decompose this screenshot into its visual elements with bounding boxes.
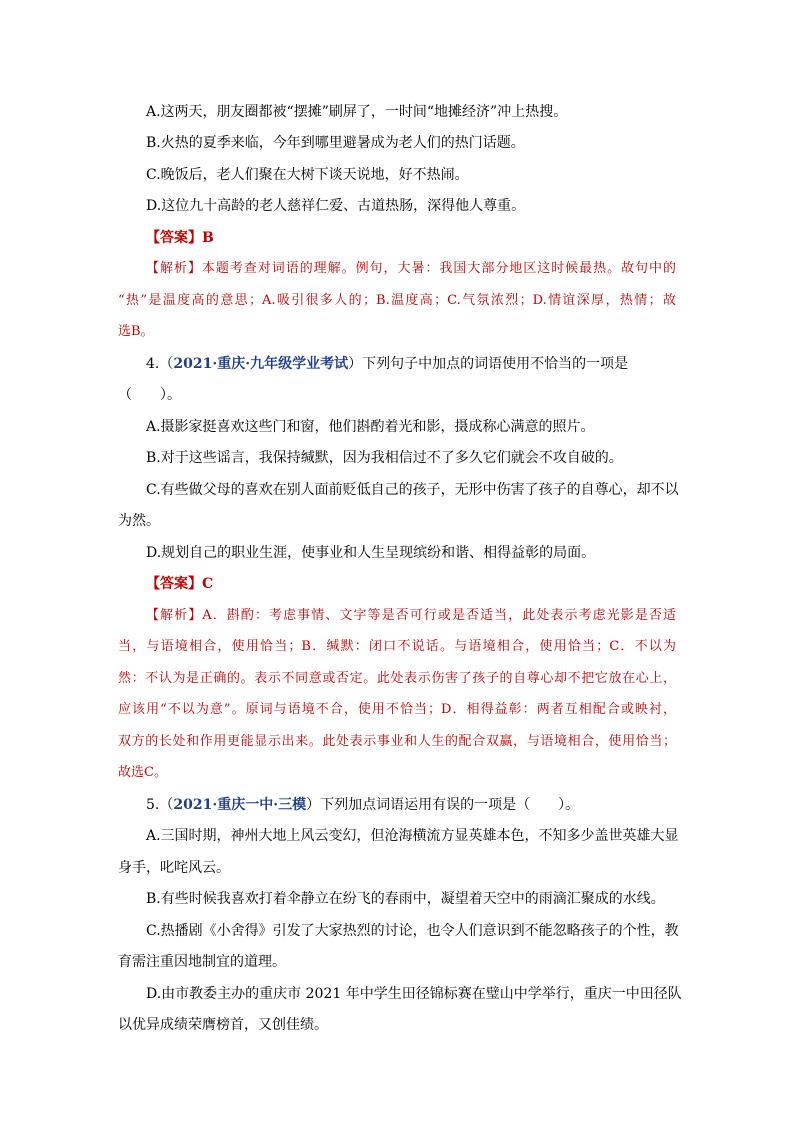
q5-option-c-line-1: C.热播剧《小舍得》引发了大家热烈的讨论，也令人们意识到不能忽略孩子的个性，教 xyxy=(146,923,679,939)
q3-explanation-line-3: 选B。 xyxy=(118,324,154,339)
q5-option-b: B.有些时候我喜欢打着伞静立在纷飞的春雨中，凝望着天空中的雨滴汇聚成的水线。 xyxy=(146,891,665,907)
q4-option-b: B.对于这些谣言，我保持缄默，因为我相信过不了多久它们就会不攻自破的。 xyxy=(146,450,623,466)
q5-option-a-line-2: 身手，叱咤风云。 xyxy=(118,860,230,876)
q4-explanation-line-3: 然：不认为是正确的。表示不同意或否定。此处表示伤害了孩子的自尊心却不把它放在心上， xyxy=(118,671,676,686)
q4-explanation-line-1: 【解析】A．斟酌：考虑事情、文字等是否可行或是否适当，此处表示考虑光影是否适 xyxy=(146,608,676,623)
q4-number: 4.（ xyxy=(146,356,174,372)
q3-explanation-line-2: “热”是温度高的意思；A.吸引很多人的；B.温度高；C.气氛浓烈；D.情谊深厚，热情；故 xyxy=(118,293,676,308)
q4-explanation-line-6: 故选C。 xyxy=(118,765,167,780)
q4-stem-line-1 xyxy=(146,354,628,374)
q5-stem xyxy=(146,795,579,815)
q5-option-c-line-2: 育需注重因地制宜的道理。 xyxy=(118,954,286,970)
q3-option-c: C.晚饭后，老人们聚在大树下谈天说地，好不热闹。 xyxy=(146,167,469,183)
q4-explanation-line-5: 双方的长处和作用更能显示出来。此处表示事业和人生的配合双赢，与语境相合，使用恰当； xyxy=(118,734,676,749)
q4-stem-text: ）下列句子中加点的词语使用不恰当的一项是 xyxy=(348,356,629,372)
q4-explanation-line-2: 当，与语境相合，使用恰当；B．缄默：闭口不说话。与语境相合，使用恰当；C．不以为 xyxy=(118,639,676,654)
q5-number: 5.（ xyxy=(146,797,174,813)
q5-stem-text: ）下列加点词语运用有误的一项是（ ）。 xyxy=(306,797,580,813)
q4-source: 2021·重庆·九年级学业考试 xyxy=(173,356,349,372)
q3-explanation-line-1: 【解析】本题考查对词语的理解。例句，大暑：我国大部分地区这时候最热。故句中的 xyxy=(146,261,676,276)
q4-option-c-line-2: 为然。 xyxy=(118,513,160,529)
q4-option-c-line-1: C.有些做父母的喜欢在别人面前贬低自己的孩子，无形中伤害了孩子的自尊心，却不以 xyxy=(146,482,679,498)
q5-option-d-line-2: 以优异成绩荣膺榜首，又创佳绩。 xyxy=(118,1017,328,1033)
q4-stem-line-2: （ ）。 xyxy=(118,387,181,403)
q3-answer: 【答案】B xyxy=(146,230,214,246)
q4-option-d: D.规划自己的职业生涯，使事业和人生呈现缤纷和谐、相得益彰的局面。 xyxy=(146,545,596,561)
q5-source: 2021·重庆一中·三模 xyxy=(173,797,307,813)
q3-option-b: B.火热的夏季来临，今年到哪里避暑成为老人们的热门话题。 xyxy=(146,135,525,151)
q4-answer: 【答案】C xyxy=(146,576,214,592)
q5-option-d-line-1: D.由市教委主办的重庆市 2021 年中学生田径锦标赛在璧山中学举行，重庆一中田径队 xyxy=(146,986,682,1002)
q3-option-a: A.这两天，朋友圈都被“摆摊”刷屏了，一时间“地摊经济”冲上热搜。 xyxy=(146,104,568,120)
q4-explanation-line-4: 应该用“不以为意”。原词与语境不合，使用不恰当；D．相得益彰：两者互相配合或映衬， xyxy=(118,702,676,717)
q5-option-a-line-1: A.三国时期，神州大地上风云变幻，但沧海横流方显英雄本色，不知多少盖世英雄大显 xyxy=(146,828,679,844)
q4-option-a: A.摄影家挺喜欢这些门和窗，他们斟酌着光和影，摄成称心满意的照片。 xyxy=(146,419,595,435)
q3-option-d: D.这位九十高龄的老人慈祥仁爱、古道热肠，深得他人尊重。 xyxy=(146,198,526,214)
